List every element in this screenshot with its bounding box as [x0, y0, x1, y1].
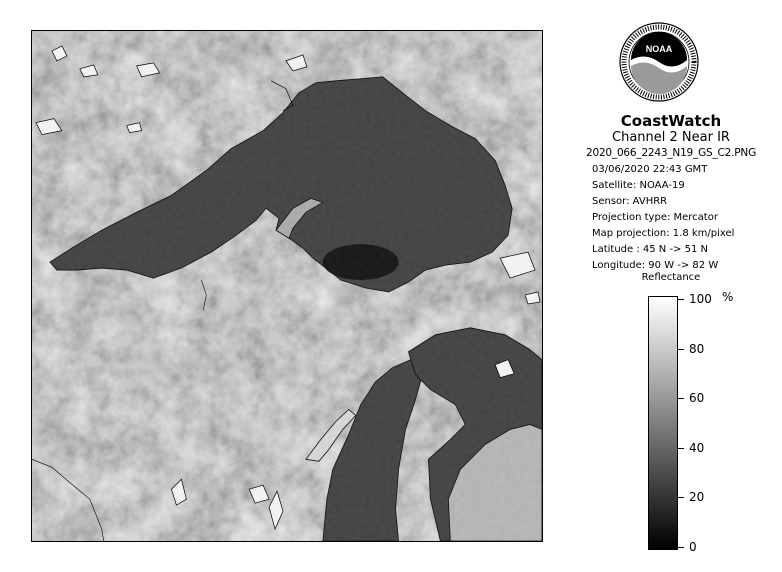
- tick-label: 80: [689, 342, 705, 356]
- channel-subtitle: Channel 2 Near IR: [612, 130, 730, 145]
- tick-label: 20: [689, 490, 705, 504]
- reflectance-colorbar: [648, 296, 678, 550]
- water-texture: [32, 31, 542, 541]
- app-title: CoastWatch: [620, 112, 722, 130]
- noaa-logo: [619, 22, 699, 102]
- colorbar-unit: %: [722, 290, 734, 304]
- tick-label: 0: [689, 540, 697, 554]
- logo-text: NOAA: [645, 44, 673, 54]
- latitude-range: Latitude : 45 N -> 51 N: [592, 244, 708, 255]
- tick-mark: [678, 448, 684, 449]
- longitude-range: Longitude: 90 W -> 82 W: [592, 260, 719, 271]
- tick-label: 40: [689, 441, 705, 455]
- satellite: Satellite: NOAA-19: [592, 180, 685, 191]
- tick-label: 100: [689, 292, 712, 306]
- tick-mark: [678, 299, 684, 300]
- sensor: Sensor: AVHRR: [592, 196, 668, 207]
- tick-label: 60: [689, 391, 705, 405]
- tick-mark: [678, 547, 684, 548]
- image-filename: 2020_066_2243_N19_GS_C2.PNG: [585, 147, 757, 159]
- satellite-map: [31, 30, 543, 542]
- map-projection: Map projection: 1.8 km/pixel: [592, 228, 735, 239]
- tick-mark: [678, 349, 684, 350]
- tick-mark: [678, 398, 684, 399]
- date-time: 03/06/2020 22:43 GMT: [592, 164, 708, 175]
- tick-mark: [678, 497, 684, 498]
- colorbar-label: Reflectance: [641, 272, 701, 283]
- projection-type: Projection type: Mercator: [592, 212, 718, 223]
